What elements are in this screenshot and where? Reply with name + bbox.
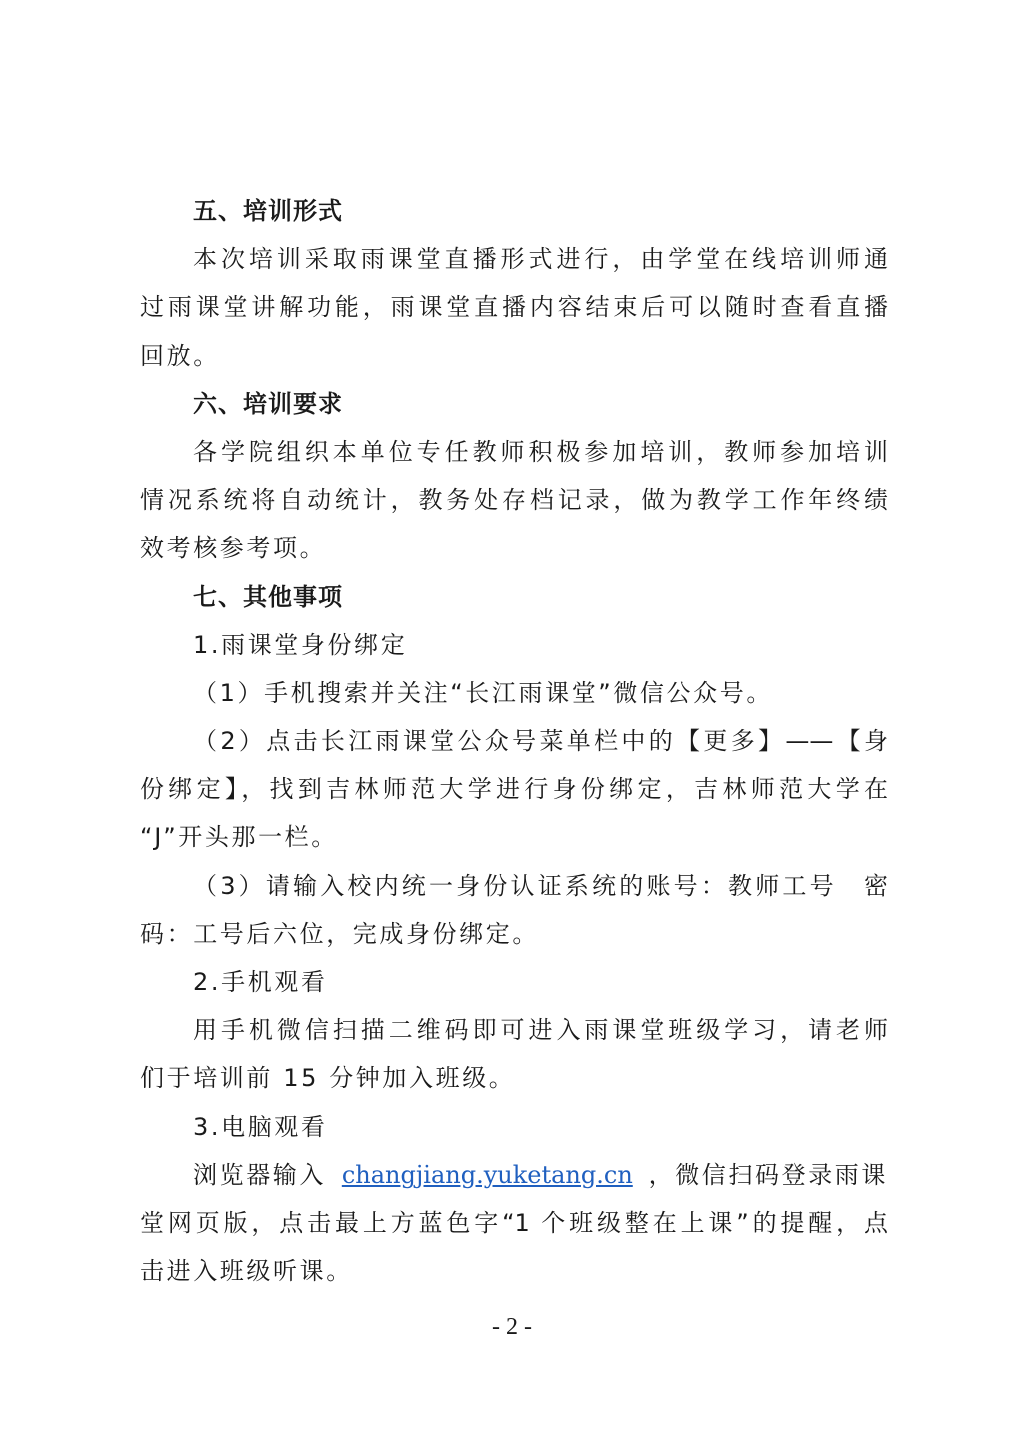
subsection-title: 3.电脑观看 xyxy=(193,1112,328,1141)
paragraph-line: 码：工号后六位，完成身份绑定。 xyxy=(140,919,539,948)
paragraph-line xyxy=(140,1151,888,1199)
paragraph-line: 情况系统将自动统计，教务处存档记录，做为教学工作年终绩 xyxy=(140,486,888,515)
paragraph-line: 过雨课堂讲解功能，雨课堂直播内容结束后可以随时查看直播 xyxy=(140,293,888,322)
paragraph-line: （1）手机搜索并关注“长江雨课堂”微信公众号。 xyxy=(193,678,773,707)
document-body xyxy=(140,187,888,1295)
page-number: - 2 - xyxy=(492,1314,532,1340)
text: 浏览器输入 xyxy=(193,1160,326,1189)
paragraph-line: 用手机微信扫描二维码即可进入雨课堂班级学习，请老师 xyxy=(193,1016,888,1045)
yuketang-link[interactable]: changjiang.yuketang.cn xyxy=(341,1160,633,1189)
paragraph-line: 击进入班级听课。 xyxy=(140,1257,353,1286)
text: ，微信扫码登录雨课 xyxy=(648,1160,888,1189)
paragraph-line: （2）点击长江雨课堂公众号菜单栏中的【更多】——【身 xyxy=(193,727,888,756)
paragraph-line: 回放。 xyxy=(140,341,220,370)
paragraph-line: 堂网页版，点击最上方蓝色字“1 个班级整在上课”的提醒，点 xyxy=(140,1208,888,1237)
subsection-title: 2.手机观看 xyxy=(193,968,328,996)
section-heading: 七、其他事项 xyxy=(193,582,343,611)
paragraph-line: 份绑定】，找到吉林师范大学进行身份绑定，吉林师范大学在 xyxy=(140,775,888,804)
subsection-title: 1.雨课堂身份绑定 xyxy=(193,630,408,659)
section-heading: 五、培训形式 xyxy=(193,197,343,225)
paragraph-line: “J”开头那一栏。 xyxy=(140,823,338,852)
paragraph-line: （3）请输入校内统一身份认证系统的账号：教师工号 密 xyxy=(193,871,888,900)
paragraph-line: 效考核参考项。 xyxy=(140,534,327,563)
paragraph-line: 各学院组织本单位专任教师积极参加培训，教师参加培训 xyxy=(193,437,888,466)
paragraph-line: 们于培训前 15 分钟加入班级。 xyxy=(140,1064,516,1093)
paragraph-line: 本次培训采取雨课堂直播形式进行，由学堂在线培训师通 xyxy=(193,245,888,274)
section-heading: 六、培训要求 xyxy=(193,389,343,418)
